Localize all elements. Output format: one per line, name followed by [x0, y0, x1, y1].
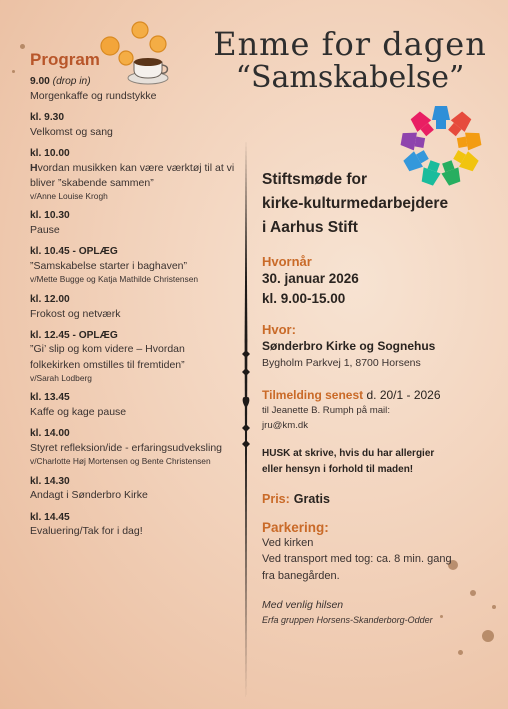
reminder-line-2: eller hensyn i forhold til maden! [262, 463, 414, 475]
title-line-1: Enme for dagen [213, 25, 487, 63]
program-item [30, 428, 235, 467]
registration-email[interactable]: jru@km.dk [262, 419, 308, 431]
program-item-time: kl. 9.30 [30, 111, 64, 123]
event-date: 30. januar 2026 [262, 271, 359, 287]
sender: Erfa gruppen Horsens-Skanderborg-Odder [262, 615, 433, 626]
program-item [30, 330, 235, 385]
lead-line-2: kirke-kulturmedarbejdere [262, 195, 449, 213]
greeting: Med venlig hilsen [262, 599, 344, 612]
program-item-speaker: v/Charlotte Høj Mortensen og Bente Christensen [30, 456, 211, 467]
venue-name: Sønderbro Kirke og Sognehus [262, 339, 436, 354]
allergy-reminder [262, 446, 492, 478]
program-item [30, 294, 235, 322]
program-item-desc: Pause [30, 224, 60, 237]
title-line-2: “Samskabelse” [235, 59, 465, 95]
registration-section [262, 386, 492, 434]
program-item-desc: Morgenkaffe og rundstykke [30, 89, 157, 102]
program-item-time: kl. 12.45 - OPLÆG [30, 329, 118, 341]
where-section [262, 322, 492, 372]
program-item-time: kl. 12.00 [30, 293, 70, 305]
program-item-desc: ”Gi’ slip og kom videre – Hvordan folkekirken omstilles til fremtiden” [30, 343, 185, 371]
program-item [30, 392, 235, 420]
program-item-desc-text: vordan musikken kan være værktøj til at vi bliver ”skabende sammen” [30, 161, 235, 189]
lead-line-1: Stiftsmøde for [262, 171, 368, 188]
parking-section [262, 520, 492, 585]
parking-line-1: Ved kirken [262, 536, 314, 549]
when-section [262, 254, 492, 308]
parking-heading: Parkering: [262, 519, 329, 535]
diamond-icon [242, 368, 250, 376]
program-item-time: 9.00 [30, 76, 50, 87]
venue-address: Bygholm Parkvej 1, 8700 Horsens [262, 357, 421, 370]
when-heading: Hvornår [262, 254, 312, 270]
program-item-time: kl. 14.30 [30, 475, 70, 487]
diamond-icon [242, 440, 250, 448]
program-item-note: (drop in) [52, 76, 91, 87]
splatter-decoration [458, 650, 463, 655]
program-item [30, 148, 235, 203]
program-item-time: kl. 13.45 [30, 392, 70, 404]
diamond-icon [242, 350, 250, 358]
program-item-desc: Styret refleksion/ide - erfaringsudveksling [30, 441, 223, 454]
program-heading: Program [30, 50, 100, 69]
program-item-time: kl. 14.00 [30, 428, 70, 440]
program-item-time: kl. 14.45 [30, 511, 70, 523]
registration-deadline: d. 20/1 - 2026 [363, 388, 441, 403]
registration-heading: Tilmelding senest [262, 388, 364, 403]
splatter-decoration [20, 44, 25, 49]
program-item-desc [30, 161, 235, 191]
program-item-time: kl. 10.00 [30, 147, 70, 159]
vertical-divider [240, 140, 252, 700]
lead-line-3: i Aarhus Stift [262, 219, 358, 237]
program-item [30, 246, 235, 285]
program-item-desc: Frokost og netværk [30, 307, 121, 320]
page-title [200, 25, 500, 95]
program-item-desc: Kaffe og kage pause [30, 406, 127, 418]
program-list [30, 76, 235, 547]
registration-to: til Jeanette B. Rumph på mail: [262, 405, 390, 417]
program-item-speaker: v/Anne Louise Krogh [30, 191, 108, 202]
reminder-line-1: HUSK at skrive, hvis du har allergier [262, 447, 435, 459]
program-item [30, 112, 235, 140]
program-item-desc: Andagt i Sønderbro Kirke [30, 489, 148, 502]
splatter-decoration [12, 70, 15, 73]
program-item-desc-initial: H [30, 161, 38, 174]
where-heading: Hvor: [262, 322, 296, 338]
splatter-decoration [482, 630, 494, 642]
splatter-decoration [492, 605, 496, 609]
price-value: Gratis [293, 491, 330, 506]
event-info [262, 168, 492, 628]
program-item [30, 76, 235, 104]
price-section [262, 492, 492, 506]
program-item-time: kl. 10.30 [30, 210, 70, 222]
price-heading: Pris: [262, 491, 290, 506]
program-item [30, 210, 235, 238]
program-item [30, 476, 235, 504]
program-item-desc: Evaluering/Tak for i dag! [30, 525, 143, 538]
program-item-desc: ”Samskabelse starter i baghaven” [30, 260, 187, 273]
program-item-speaker: v/Mette Bugge og Katja Mathilde Christensen [30, 274, 199, 285]
parking-line-3: fra banegården. [262, 569, 340, 582]
program-item-time: kl. 10.45 - OPLÆG [30, 246, 118, 258]
program-item [30, 512, 235, 540]
event-hours: kl. 9.00-15.00 [262, 290, 346, 306]
diamond-icon [242, 424, 250, 432]
program-item-speaker: v/Sarah Lodberg [30, 372, 92, 383]
parking-line-2: Ved transport med tog: ca. 8 min. gang [262, 553, 452, 566]
greeting-section [262, 598, 492, 627]
program-item-desc: Velkomst og sang [30, 125, 113, 138]
